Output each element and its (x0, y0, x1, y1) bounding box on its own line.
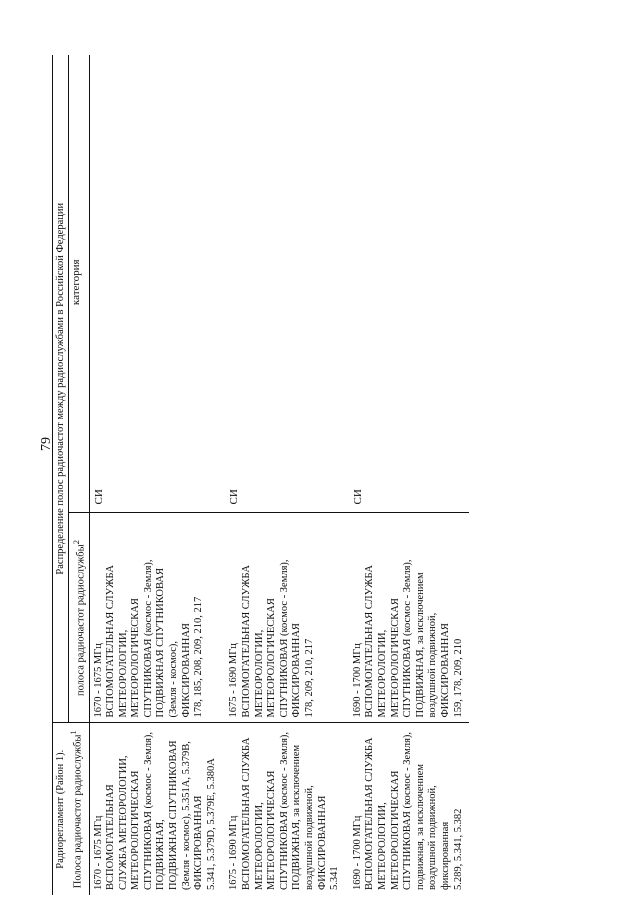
cell-line: ФИКСИРОВАННАЯ (180, 623, 192, 718)
cell-line: 159, 178, 209, 210 (452, 638, 464, 718)
header-left-title: Радиорегламент (Район 1). (55, 749, 66, 869)
cell-line: СПУТНИКОВАЯ (космос - Земля), (142, 731, 154, 890)
cell-line: ВСПОМОГАТЕЛЬНАЯ (105, 784, 117, 890)
cell-line: ФИКСИРОВАННАЯ (193, 795, 205, 890)
cell-line: СПУТНИКОВАЯ (космос - Земля), (402, 559, 414, 718)
cell-line: ФИКСИРОВАННАЯ (291, 623, 303, 718)
cell-line: воздушной подвижной, (427, 612, 439, 718)
header-left (53, 723, 90, 895)
rf-allocation-cell (89, 513, 222, 723)
cell-line: МЕТЕОРОЛОГИИ, (376, 802, 388, 890)
cell-line: МЕТЕОРОЛОГИЧЕСКАЯ (130, 770, 142, 890)
cell-line: ПОДВИЖНАЯ, (155, 819, 167, 890)
category-cell: СИ (89, 55, 222, 513)
cell-line: (Земля - космос), 5.351А, 5.379В, (180, 741, 192, 890)
cell-line: воздушной подвижной, (304, 785, 315, 890)
rr-allocation-cell (222, 723, 345, 895)
cell-line: ВСПОМОГАТЕЛЬНАЯ СЛУЖБА (364, 565, 376, 718)
header-right-title: Распределение полос радиочастот между радиослужбами в Российской Федерации (53, 55, 69, 723)
cell-line: ВСПОМОГАТЕЛЬНАЯ СЛУЖБА (105, 565, 117, 718)
allocation-table-page (52, 55, 552, 895)
cell-line: 1670 - 1675 МГц (92, 643, 104, 718)
cell-line: СЛУЖБА МЕТЕОРОЛОГИИ, (117, 755, 129, 890)
cell-line: ПОДВИЖНАЯ СПУТНИКОВАЯ (155, 568, 167, 718)
cell-line: 5.289, 5.341, 5.382 (452, 808, 464, 890)
cell-line: 1675 - 1690 МГц (228, 643, 240, 718)
cell-line: ФИКСИРОВАННАЯ (439, 623, 451, 718)
cell-line: 5.341, 5.379D, 5.379E, 5.380А (205, 758, 217, 890)
cell-line: МЕТЕОРОЛОГИЧЕСКАЯ (266, 770, 278, 890)
cell-line: (Земля - космос), (168, 640, 180, 718)
category-cell: СИ (346, 55, 469, 513)
cell-line: подвижная, за исключением (414, 763, 426, 890)
cell-line: 1690 - 1700 МГц (351, 815, 363, 890)
cell-line: МЕТЕОРОЛОГИЧЕСКАЯ (130, 598, 142, 718)
cell-line: воздушной подвижной, (427, 785, 439, 890)
cell-line: ПОДВИЖНАЯ СПУТНИКОВАЯ (168, 740, 180, 890)
cell-line: ПОДВИЖНАЯ, за исключением (414, 572, 426, 718)
cell-line: МЕТЕОРОЛОГИЧЕСКАЯ (266, 598, 278, 718)
cell-line: МЕТЕОРОЛОГИЧЕСКАЯ (389, 770, 401, 890)
cell-line: ВСПОМОГАТЕЛЬНАЯ СЛУЖБА (241, 565, 253, 718)
cell-line: МЕТЕОРОЛОГИИ, (376, 629, 388, 718)
cell-line: СПУТНИКОВАЯ (космос - Земля), (402, 731, 414, 890)
cell-line: МЕТЕОРОЛОГИИ, (117, 629, 129, 718)
frequency-allocation-table (52, 55, 469, 895)
category-cell: СИ (222, 55, 345, 513)
cell-line: фиксированная (439, 821, 451, 890)
cell-line: 178, 185, 208, 209, 210, 217 (193, 596, 205, 718)
cell-line: МЕТЕОРОЛОГИИ, (253, 629, 265, 718)
header-category: категория (69, 55, 90, 513)
cell-line: 1690 - 1700 МГц (351, 643, 363, 718)
table-row (222, 55, 345, 895)
cell-line: 1675 - 1690 МГц (228, 815, 240, 890)
page-number: 79 (39, 437, 54, 451)
cell-line: СПУТНИКОВАЯ (космос - Земля), (142, 559, 154, 718)
header-left-subtitle: Полоса радиочастот радиослужбы$^1$ (68, 730, 84, 889)
cell-line: 5.341 (329, 866, 341, 890)
cell-line: СПУТНИКОВАЯ (космос - Земля), (278, 731, 290, 890)
rf-allocation-cell (222, 513, 345, 723)
cell-line: 178, 209, 210, 217 (304, 638, 315, 718)
cell-line: ФИКСИРОВАННАЯ (316, 795, 328, 890)
rr-allocation-cell (89, 723, 222, 895)
table-row (89, 55, 222, 895)
rr-allocation-cell (346, 723, 469, 895)
header-band: полоса радиочастот радиослужбы$^2$ (69, 513, 90, 723)
table-row (346, 55, 469, 895)
cell-line: ВСПОМОГАТЕЛЬНАЯ СЛУЖБА (241, 737, 253, 890)
cell-line: СПУТНИКОВАЯ (космос - Земля), (278, 559, 290, 718)
cell-line: МЕТЕОРОЛОГИЧЕСКАЯ (389, 598, 401, 718)
cell-line: ВСПОМОГАТЕЛЬНАЯ СЛУЖБА (364, 737, 376, 890)
rf-allocation-cell (346, 513, 469, 723)
cell-line: 1670 - 1675 МГц (92, 815, 104, 890)
cell-line: МЕТЕОРОЛОГИИ, (253, 802, 265, 890)
cell-line: ПОДВИЖНАЯ, за исключением (291, 744, 303, 890)
